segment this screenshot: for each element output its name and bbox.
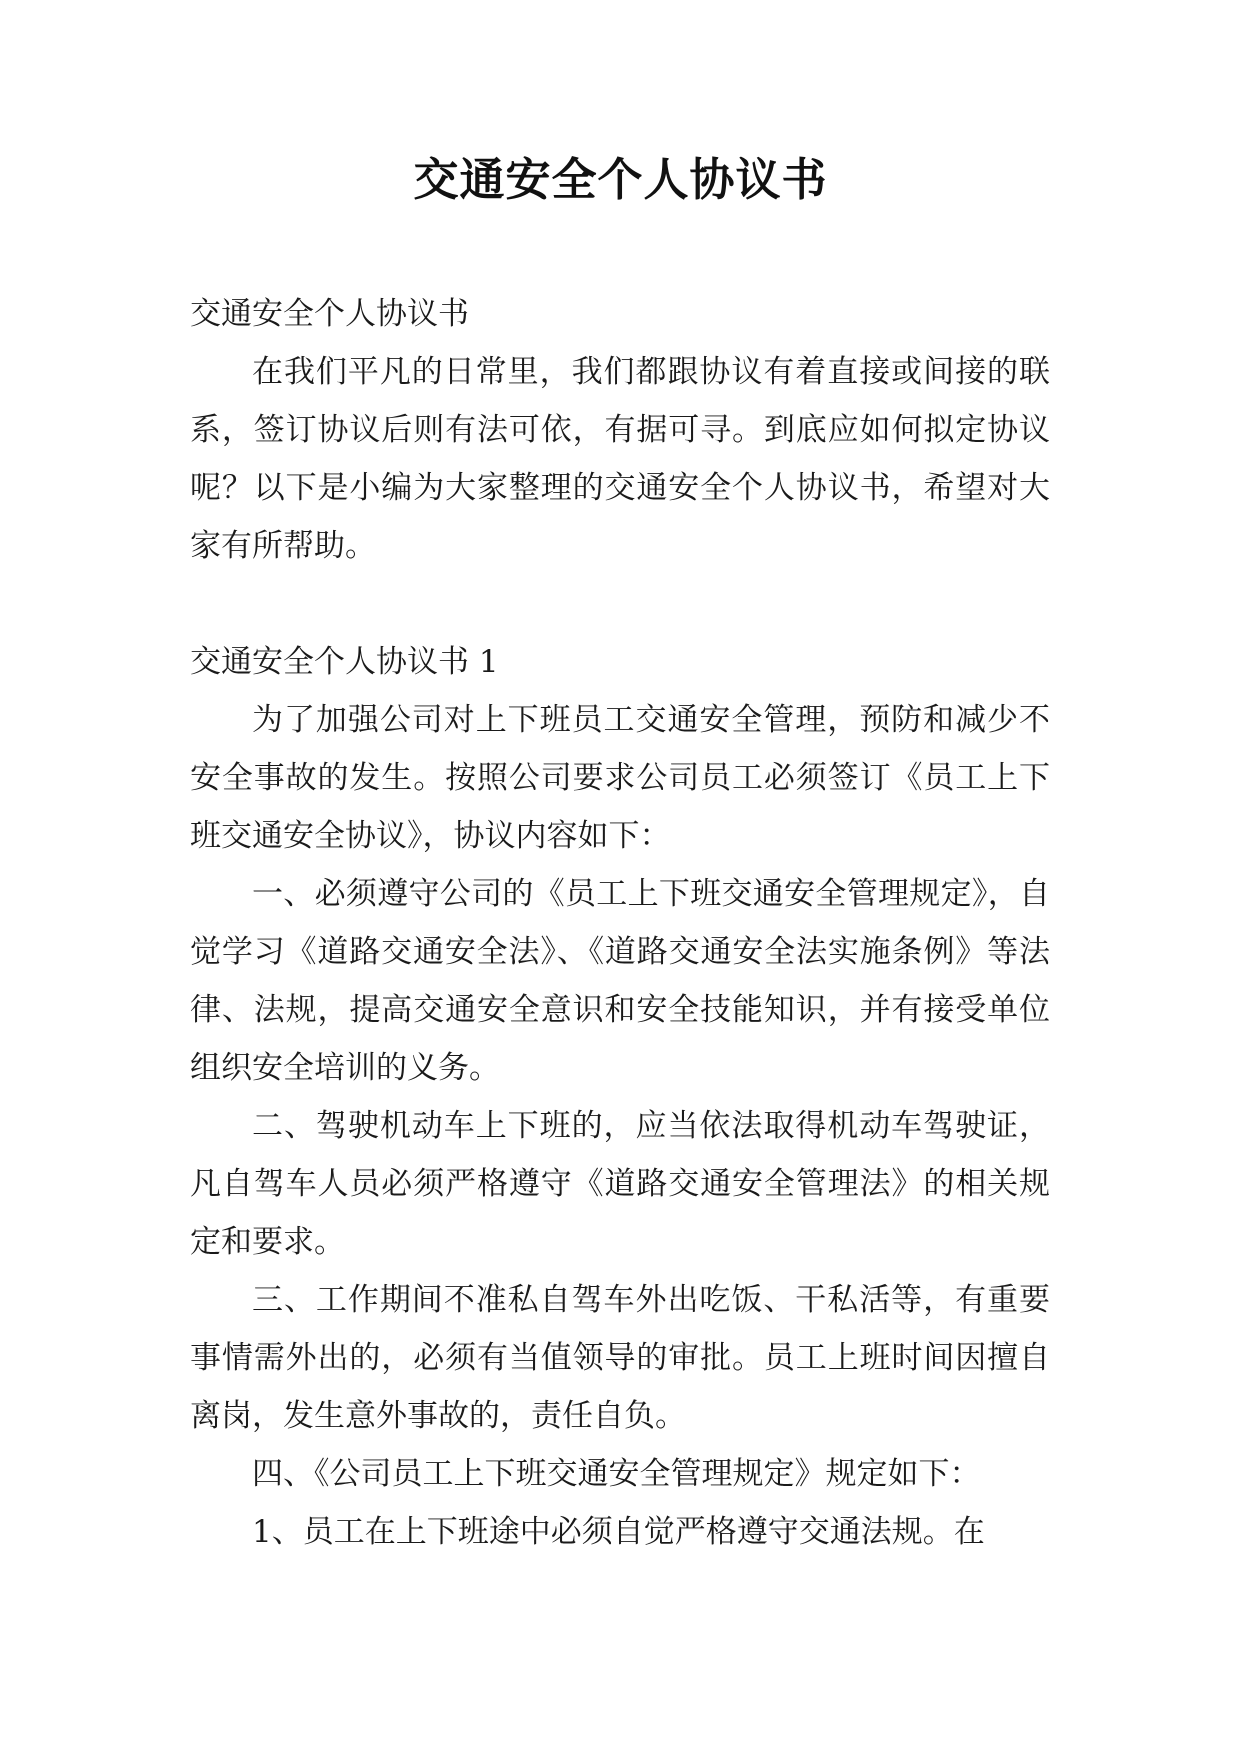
clause-4-paragraph: 四、《公司员工上下班交通安全管理规定》规定如下： <box>252 1456 981 1492</box>
section-heading-1: 交通安全个人协议书 1 <box>190 644 499 680</box>
document-title: 交通安全个人协议书 <box>413 153 828 206</box>
clause-3-paragraph: 三、工作期间不准私自驾车外出吃饭、干私活等，有重要事情需外出的，必须有当值领导的审批。员工上班时间因擅自离岗，发生意外事故的，责任自负。 <box>190 1282 1050 1434</box>
clause-1-paragraph: 一、必须遵守公司的《员工上下班交通安全管理规定》，自觉学习《道路交通安全法》、《道路交通安全法实施条例》等法律、法规，提高交通安全意识和安全技能知识，并有接受单位组织安全培训的义务。 <box>190 876 1050 1086</box>
rule-1-paragraph: 1、员工在上下班途中必须自觉严格遵守交通法规。在 <box>252 1514 985 1550</box>
body-paragraph: 为了加强公司对上下班员工交通安全管理，预防和减少不安全事故的发生。按照公司要求公司员工必须签订《员工上下班交通安全协议》，协议内容如下： <box>190 702 1050 854</box>
document-body <box>190 285 1050 1561</box>
section-heading: 交通安全个人协议书 <box>190 296 469 332</box>
intro-paragraph: 在我们平凡的日常里，我们都跟协议有着直接或间接的联系，签订协议后则有法可依，有据可寻。到底应如何拟定协议呢？以下是小编为大家整理的交通安全个人协议书，希望对大家有所帮助。 <box>190 354 1050 564</box>
clause-2-paragraph: 二、驾驶机动车上下班的，应当依法取得机动车驾驶证，凡自驾车人员必须严格遵守《道路交通安全管理法》的相关规定和要求。 <box>190 1108 1050 1260</box>
